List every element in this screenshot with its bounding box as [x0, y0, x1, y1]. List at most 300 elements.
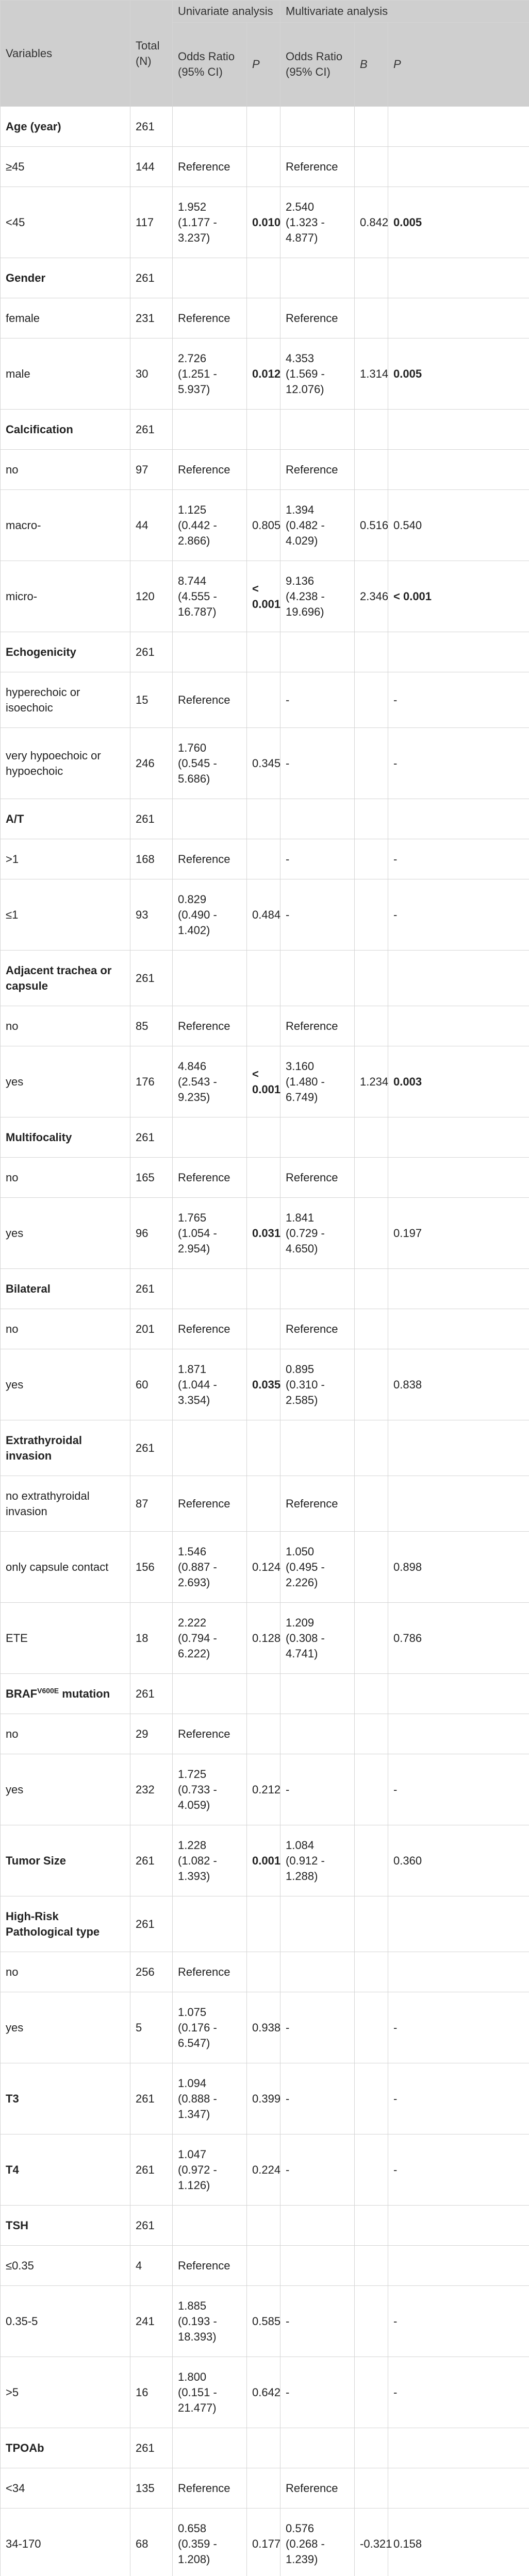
variable-label: Bilateral	[6, 1282, 51, 1295]
cell-variable	[1, 2468, 130, 2509]
cell-univariate-p	[247, 258, 280, 298]
cell-total: 261	[130, 2206, 173, 2246]
cell-total: 176	[130, 1046, 173, 1117]
cell-multivariate-or: -	[280, 672, 355, 728]
cell-total: 246	[130, 728, 173, 799]
cell-multivariate-p	[388, 1117, 529, 1158]
cell-univariate-p	[247, 1476, 280, 1532]
cell-multivariate-p: -	[388, 1754, 529, 1825]
cell-univariate-p: 0.001	[247, 1825, 280, 1896]
cell-multivariate-b	[355, 1269, 388, 1309]
cell-variable	[1, 1309, 130, 1349]
cell-multivariate-p	[388, 1714, 529, 1754]
cell-multivariate-p	[388, 632, 529, 672]
table-row	[1, 728, 529, 799]
cell-multivariate-or	[280, 258, 355, 298]
cell-multivariate-p	[388, 1158, 529, 1198]
cell-multivariate-or	[280, 632, 355, 672]
cell-total: 4	[130, 2246, 173, 2286]
table-row	[1, 879, 529, 951]
variable-label: 34-170	[6, 2537, 41, 2550]
cell-univariate-p	[247, 1158, 280, 1198]
cell-multivariate-or	[280, 1269, 355, 1309]
cell-multivariate-or: 0.576 (0.268 - 1.239)	[280, 2509, 355, 2576]
cell-total: 15	[130, 672, 173, 728]
cell-total: 241	[130, 2286, 173, 2357]
cell-univariate-p	[247, 2468, 280, 2509]
variable-label: very hypoechoic or hypoechoic	[6, 749, 101, 777]
cell-univariate-or: 0.658 (0.359 - 1.208)	[173, 2509, 247, 2576]
variable-label: no	[6, 1965, 19, 1978]
cell-univariate-p: 0.345	[247, 728, 280, 799]
cell-univariate-p: 0.031	[247, 1198, 280, 1269]
table-row	[1, 1476, 529, 1532]
table-section-row	[1, 1825, 529, 1896]
cell-univariate-p: 0.128	[247, 1603, 280, 1674]
table-row	[1, 1532, 529, 1603]
cell-variable	[1, 2428, 130, 2468]
cell-variable	[1, 410, 130, 450]
cell-multivariate-b	[355, 107, 388, 147]
cell-multivariate-or	[280, 410, 355, 450]
cell-multivariate-b	[355, 1532, 388, 1603]
table-row	[1, 147, 529, 187]
cell-univariate-or	[173, 1269, 247, 1309]
variable-label: no extrathyroidal invasion	[6, 1489, 90, 1518]
cell-univariate-p	[247, 1269, 280, 1309]
cell-multivariate-b	[355, 2134, 388, 2206]
cell-total: 261	[130, 107, 173, 147]
cell-multivariate-or	[280, 1952, 355, 1992]
cell-multivariate-p	[388, 2246, 529, 2286]
cell-multivariate-p: -	[388, 2063, 529, 2134]
cell-univariate-or: 1.800 (0.151 - 21.477)	[173, 2357, 247, 2428]
cell-total: 261	[130, 2063, 173, 2134]
cell-univariate-p: 0.224	[247, 2134, 280, 2206]
header-multivariate-or: Odds Ratio (95% CI)	[280, 23, 355, 107]
cell-univariate-or: 1.546 (0.887 - 2.693)	[173, 1532, 247, 1603]
cell-variable	[1, 672, 130, 728]
variable-label: ≤0.35	[6, 2259, 34, 2272]
cell-multivariate-b	[355, 410, 388, 450]
cell-multivariate-b	[355, 1006, 388, 1046]
cell-multivariate-or: -	[280, 2134, 355, 2206]
cell-multivariate-p	[388, 799, 529, 839]
variable-label: <34	[6, 2481, 25, 2495]
cell-total: 18	[130, 1603, 173, 1674]
table-row	[1, 1952, 529, 1992]
cell-multivariate-b: 2.346	[355, 561, 388, 632]
cell-variable	[1, 1476, 130, 1532]
variable-label: ≤1	[6, 908, 19, 921]
cell-total: 97	[130, 450, 173, 490]
cell-variable	[1, 187, 130, 258]
table-row	[1, 1158, 529, 1198]
cell-multivariate-b	[355, 1992, 388, 2063]
cell-univariate-or	[173, 951, 247, 1006]
table-row	[1, 187, 529, 258]
cell-univariate-p	[247, 1674, 280, 1714]
cell-multivariate-or: -	[280, 2357, 355, 2428]
variable-label: ETE	[6, 1631, 28, 1645]
header-univariate-p: P	[247, 23, 280, 107]
cell-univariate-p: 0.035	[247, 1349, 280, 1420]
table-section-row	[1, 2206, 529, 2246]
cell-total: 30	[130, 338, 173, 410]
variable-label: macro-	[6, 518, 41, 532]
cell-multivariate-p	[388, 1896, 529, 1952]
cell-multivariate-or: 1.209 (0.308 - 4.741)	[280, 1603, 355, 1674]
cell-multivariate-p: < 0.001	[388, 561, 529, 632]
header-multivariate: Multivariate analysis	[280, 1, 529, 23]
cell-total: 261	[130, 1420, 173, 1476]
variable-label: micro-	[6, 589, 38, 603]
cell-univariate-or: Reference	[173, 2246, 247, 2286]
cell-multivariate-p: 0.005	[388, 338, 529, 410]
cell-univariate-or: 1.228 (1.082 - 1.393)	[173, 1825, 247, 1896]
cell-univariate-or	[173, 410, 247, 450]
cell-multivariate-p: -	[388, 728, 529, 799]
cell-multivariate-p: 0.197	[388, 1198, 529, 1269]
cell-univariate-p	[247, 632, 280, 672]
cell-multivariate-p	[388, 2428, 529, 2468]
table-row	[1, 1754, 529, 1825]
cell-multivariate-or: Reference	[280, 450, 355, 490]
cell-univariate-p	[247, 450, 280, 490]
cell-variable	[1, 879, 130, 951]
cell-multivariate-p: -	[388, 879, 529, 951]
variable-label: no	[6, 463, 19, 476]
cell-univariate-p	[247, 410, 280, 450]
cell-multivariate-b	[355, 147, 388, 187]
table-section-row	[1, 2428, 529, 2468]
cell-univariate-p	[247, 1117, 280, 1158]
cell-multivariate-p: -	[388, 2286, 529, 2357]
cell-univariate-p: 0.010	[247, 187, 280, 258]
table-row	[1, 490, 529, 561]
cell-multivariate-or: 0.895 (0.310 - 2.585)	[280, 1349, 355, 1420]
cell-univariate-p: 0.012	[247, 338, 280, 410]
cell-univariate-or	[173, 107, 247, 147]
cell-multivariate-or	[280, 1714, 355, 1754]
cell-variable	[1, 951, 130, 1006]
cell-univariate-p	[247, 1420, 280, 1476]
header-multivariate-p: P	[388, 23, 529, 107]
variable-label: Echogenicity	[6, 645, 76, 658]
cell-multivariate-or: -	[280, 728, 355, 799]
cell-univariate-or: Reference	[173, 1476, 247, 1532]
table-row	[1, 450, 529, 490]
variable-label: ≥45	[6, 160, 25, 173]
cell-variable	[1, 1006, 130, 1046]
cell-total: 93	[130, 879, 173, 951]
cell-total: 29	[130, 1714, 173, 1754]
cell-multivariate-p: 0.838	[388, 1349, 529, 1420]
cell-univariate-or	[173, 1420, 247, 1476]
cell-total: 96	[130, 1198, 173, 1269]
cell-univariate-p: 0.585	[247, 2286, 280, 2357]
table-row	[1, 1046, 529, 1117]
cell-variable	[1, 107, 130, 147]
cell-univariate-or	[173, 1896, 247, 1952]
cell-univariate-or	[173, 799, 247, 839]
cell-univariate-p	[247, 2246, 280, 2286]
cell-multivariate-p: 0.005	[388, 187, 529, 258]
cell-univariate-p: 0.177	[247, 2509, 280, 2576]
variable-label: A/T	[6, 812, 24, 825]
cell-multivariate-or	[280, 107, 355, 147]
cell-univariate-or: Reference	[173, 1158, 247, 1198]
variable-label: no	[6, 1171, 19, 1184]
cell-multivariate-or	[280, 1420, 355, 1476]
cell-univariate-or: 1.725 (0.733 - 4.059)	[173, 1754, 247, 1825]
table-row	[1, 338, 529, 410]
variable-label: yes	[6, 1226, 24, 1240]
cell-multivariate-or	[280, 2428, 355, 2468]
cell-univariate-p: < 0.001	[247, 1046, 280, 1117]
variable-label: T4	[6, 2163, 19, 2176]
cell-variable	[1, 561, 130, 632]
cell-multivariate-p: 0.158	[388, 2509, 529, 2576]
table-row	[1, 298, 529, 338]
cell-multivariate-or: Reference	[280, 1476, 355, 1532]
cell-total: 85	[130, 1006, 173, 1046]
cell-total: 261	[130, 1825, 173, 1896]
cell-multivariate-or: -	[280, 1992, 355, 2063]
cell-multivariate-b	[355, 1603, 388, 1674]
cell-univariate-or: Reference	[173, 147, 247, 187]
cell-multivariate-b	[355, 1476, 388, 1532]
cell-univariate-or: 1.952 (1.177 - 3.237)	[173, 187, 247, 258]
cell-multivariate-p	[388, 450, 529, 490]
table-row	[1, 2509, 529, 2576]
table-row	[1, 1198, 529, 1269]
cell-total: 261	[130, 951, 173, 1006]
variable-label: Gender	[6, 271, 46, 284]
cell-total: 165	[130, 1158, 173, 1198]
cell-multivariate-p: -	[388, 839, 529, 879]
table-row	[1, 1309, 529, 1349]
cell-multivariate-p	[388, 1309, 529, 1349]
cell-multivariate-p	[388, 298, 529, 338]
cell-variable	[1, 1117, 130, 1158]
variable-label: Multifocality	[6, 1130, 72, 1144]
variable-label: only capsule contact	[6, 1560, 109, 1573]
cell-multivariate-b: 1.314	[355, 338, 388, 410]
cell-univariate-or: 4.846 (2.543 - 9.235)	[173, 1046, 247, 1117]
cell-multivariate-b	[355, 632, 388, 672]
variable-label: <45	[6, 215, 25, 229]
cell-multivariate-or: Reference	[280, 1309, 355, 1349]
cell-total: 261	[130, 1117, 173, 1158]
cell-variable	[1, 799, 130, 839]
cell-total: 135	[130, 2468, 173, 2509]
cell-univariate-or: 1.075 (0.176 - 6.547)	[173, 1992, 247, 2063]
cell-multivariate-p: 0.898	[388, 1532, 529, 1603]
cell-variable	[1, 1420, 130, 1476]
table-body	[1, 107, 529, 2576]
cell-univariate-p	[247, 2206, 280, 2246]
cell-multivariate-p	[388, 1476, 529, 1532]
cell-multivariate-b	[355, 1158, 388, 1198]
cell-univariate-or: 2.726 (1.251 - 5.937)	[173, 338, 247, 410]
cell-univariate-or: 1.094 (0.888 - 1.347)	[173, 2063, 247, 2134]
cell-multivariate-b	[355, 1349, 388, 1420]
cell-variable	[1, 1754, 130, 1825]
cell-total: 261	[130, 1269, 173, 1309]
variable-label: female	[6, 311, 40, 325]
cell-multivariate-b	[355, 728, 388, 799]
cell-multivariate-b	[355, 879, 388, 951]
cell-total: 261	[130, 410, 173, 450]
table-row	[1, 2468, 529, 2509]
cell-univariate-or	[173, 2206, 247, 2246]
variable-label: 0.35-5	[6, 2314, 38, 2328]
cell-univariate-or	[173, 1117, 247, 1158]
cell-multivariate-or: Reference	[280, 147, 355, 187]
variable-label: Extrathyroidal invasion	[6, 1433, 82, 1462]
cell-univariate-p	[247, 672, 280, 728]
cell-univariate-or	[173, 258, 247, 298]
variable-label: >5	[6, 2385, 19, 2399]
cell-univariate-or: Reference	[173, 1309, 247, 1349]
cell-total: 117	[130, 187, 173, 258]
cell-multivariate-b	[355, 1198, 388, 1269]
cell-univariate-or: 1.047 (0.972 - 1.126)	[173, 2134, 247, 2206]
cell-variable	[1, 450, 130, 490]
variable-superscript: V600E	[37, 1686, 59, 1695]
cell-multivariate-p	[388, 951, 529, 1006]
cell-multivariate-or: -	[280, 2063, 355, 2134]
cell-multivariate-b	[355, 1825, 388, 1896]
cell-univariate-or: 1.125 (0.442 - 2.866)	[173, 490, 247, 561]
cell-multivariate-b	[355, 2063, 388, 2134]
table-row	[1, 1992, 529, 2063]
cell-univariate-or: Reference	[173, 839, 247, 879]
cell-multivariate-or: 9.136 (4.238 - 19.696)	[280, 561, 355, 632]
table-section-row	[1, 258, 529, 298]
table-section-row	[1, 799, 529, 839]
cell-multivariate-or: 1.084 (0.912 - 1.288)	[280, 1825, 355, 1896]
cell-multivariate-p: -	[388, 672, 529, 728]
cell-multivariate-b	[355, 1952, 388, 1992]
variable-label: hyperechoic or isoechoic	[6, 685, 80, 714]
cell-univariate-or: 2.222 (0.794 - 6.222)	[173, 1603, 247, 1674]
cell-variable	[1, 1158, 130, 1198]
cell-multivariate-p	[388, 1269, 529, 1309]
cell-univariate-or: 8.744 (4.555 - 16.787)	[173, 561, 247, 632]
cell-univariate-p	[247, 147, 280, 187]
cell-multivariate-b	[355, 1754, 388, 1825]
table-section-row	[1, 410, 529, 450]
cell-multivariate-b	[355, 951, 388, 1006]
cell-multivariate-p: 0.003	[388, 1046, 529, 1117]
cell-variable	[1, 1603, 130, 1674]
cell-multivariate-or	[280, 1896, 355, 1952]
cell-multivariate-p	[388, 1420, 529, 1476]
cell-multivariate-or: 1.050 (0.495 - 2.226)	[280, 1532, 355, 1603]
cell-multivariate-or	[280, 1117, 355, 1158]
cell-variable	[1, 728, 130, 799]
cell-variable	[1, 1896, 130, 1952]
variable-label: High-Risk Pathological type	[6, 1909, 100, 1938]
cell-multivariate-p	[388, 1006, 529, 1046]
cell-variable	[1, 2206, 130, 2246]
table-row	[1, 839, 529, 879]
cell-variable	[1, 1992, 130, 2063]
variable-label: Tumor Size	[6, 1854, 66, 1867]
variable-label: TSH	[6, 2218, 28, 2232]
table-row	[1, 1006, 529, 1046]
cell-multivariate-p	[388, 147, 529, 187]
table-section-row	[1, 1269, 529, 1309]
cell-total: 261	[130, 2134, 173, 2206]
cell-multivariate-or: 4.353 (1.569 - 12.076)	[280, 338, 355, 410]
table-section-row	[1, 107, 529, 147]
cell-univariate-p: 0.938	[247, 1992, 280, 2063]
cell-multivariate-p	[388, 1674, 529, 1714]
cell-variable	[1, 2357, 130, 2428]
cell-total: 201	[130, 1309, 173, 1349]
cell-univariate-p	[247, 1896, 280, 1952]
variable-label: no	[6, 1019, 19, 1032]
cell-variable	[1, 1269, 130, 1309]
cell-total: 156	[130, 1532, 173, 1603]
cell-univariate-or: 1.885 (0.193 - 18.393)	[173, 2286, 247, 2357]
table-section-row	[1, 1420, 529, 1476]
cell-multivariate-b	[355, 2357, 388, 2428]
header-multivariate-b: B	[355, 23, 388, 107]
cell-multivariate-p	[388, 107, 529, 147]
cell-univariate-p	[247, 839, 280, 879]
cell-variable	[1, 839, 130, 879]
cell-multivariate-b	[355, 672, 388, 728]
cell-multivariate-or: 1.841 (0.729 - 4.650)	[280, 1198, 355, 1269]
variable-label: Adjacent trachea or capsule	[6, 963, 112, 992]
cell-variable	[1, 2286, 130, 2357]
cell-multivariate-or: Reference	[280, 2468, 355, 2509]
cell-multivariate-or: -	[280, 1754, 355, 1825]
cell-univariate-p: < 0.001	[247, 561, 280, 632]
cell-univariate-p	[247, 298, 280, 338]
table-row	[1, 2357, 529, 2428]
table-section-row	[1, 632, 529, 672]
table-section-row	[1, 1117, 529, 1158]
table-section-row	[1, 2134, 529, 2206]
cell-variable	[1, 258, 130, 298]
cell-total: 168	[130, 839, 173, 879]
cell-multivariate-or	[280, 2206, 355, 2246]
cell-univariate-p: 0.212	[247, 1754, 280, 1825]
cell-univariate-or: 0.829 (0.490 - 1.402)	[173, 879, 247, 951]
cell-multivariate-b	[355, 1117, 388, 1158]
variable-label: BRAF	[6, 1687, 38, 1700]
cell-multivariate-b	[355, 2286, 388, 2357]
table-section-row	[1, 2063, 529, 2134]
cell-variable	[1, 632, 130, 672]
cell-variable	[1, 1952, 130, 1992]
cell-multivariate-or: 3.160 (1.480 - 6.749)	[280, 1046, 355, 1117]
cell-variable	[1, 1532, 130, 1603]
cell-total: 5	[130, 1992, 173, 2063]
cell-multivariate-b	[355, 2428, 388, 2468]
cell-multivariate-b: -0.321	[355, 2509, 388, 2576]
cell-multivariate-b	[355, 2246, 388, 2286]
cell-total: 231	[130, 298, 173, 338]
cell-variable	[1, 490, 130, 561]
cell-multivariate-or: Reference	[280, 298, 355, 338]
cell-univariate-or: Reference	[173, 1006, 247, 1046]
